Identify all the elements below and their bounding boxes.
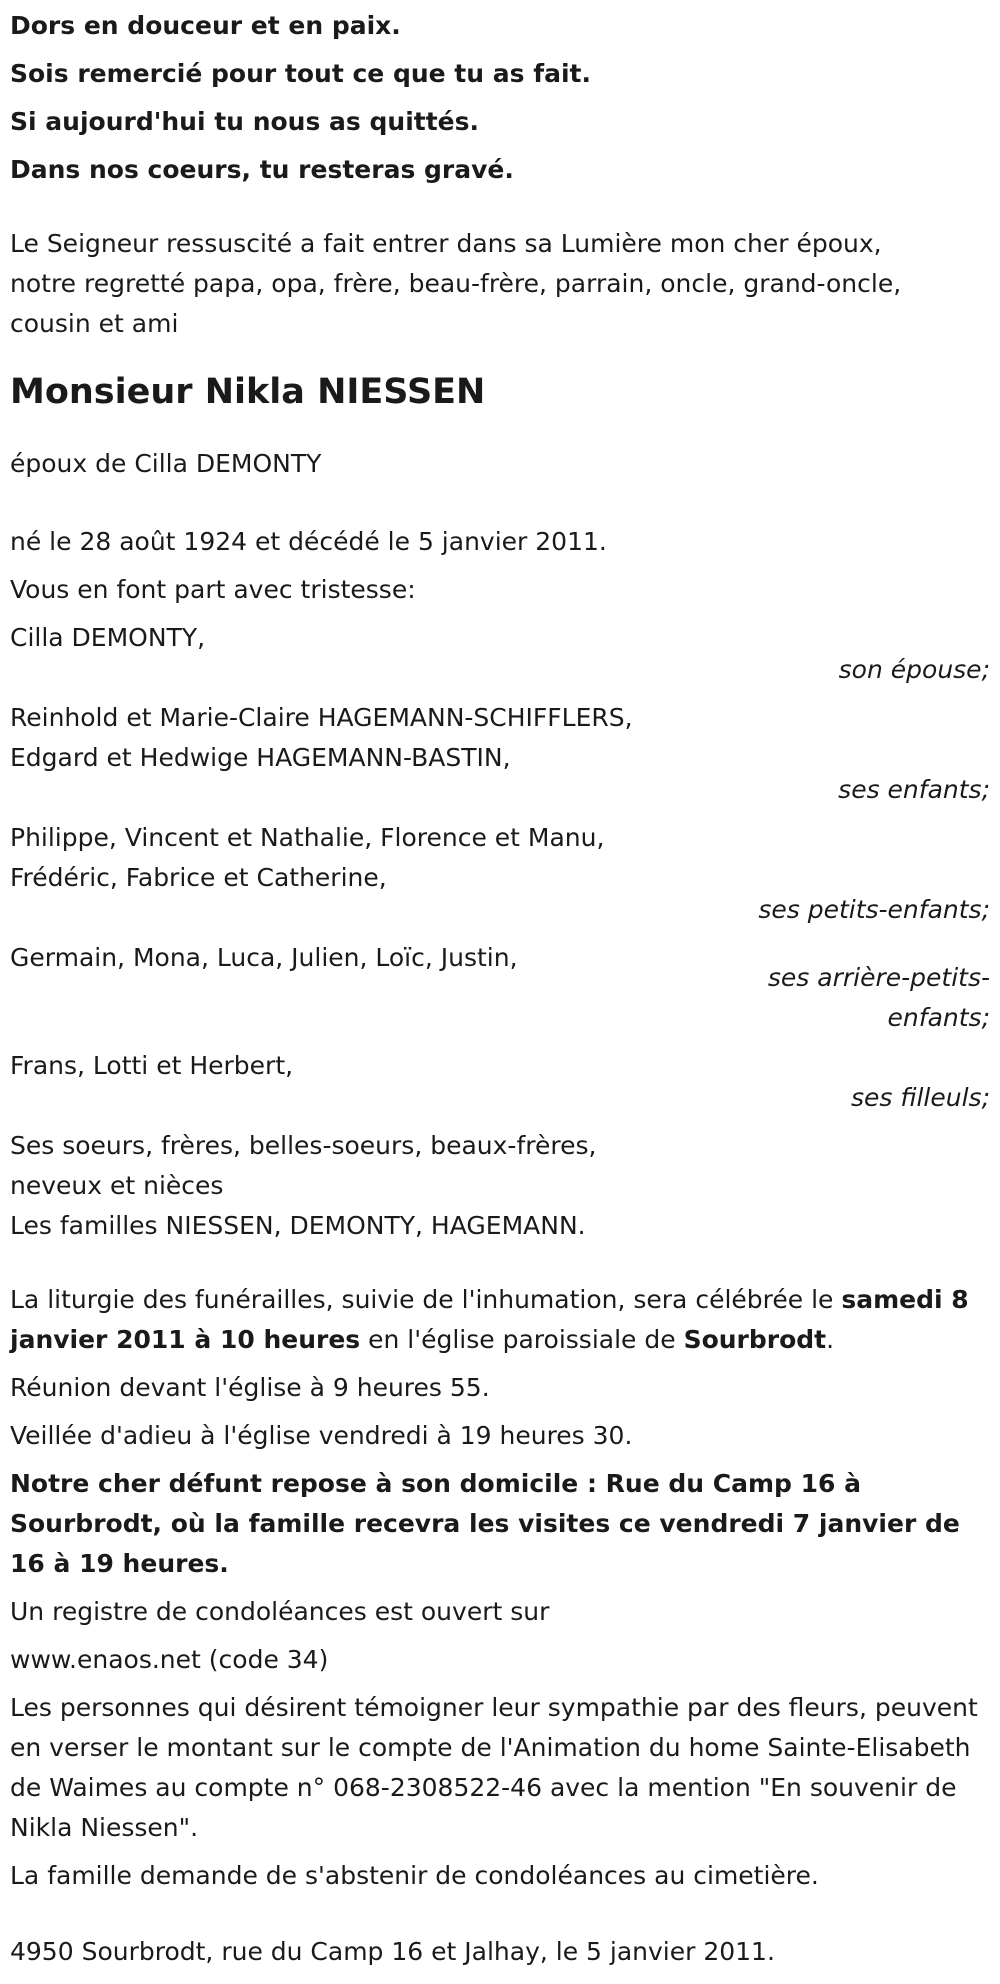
family-names: Cilla DEMONTY, bbox=[10, 623, 206, 652]
website-text: www.enaos.net (code 34) bbox=[10, 1645, 329, 1674]
liturgy-place: Sourbrodt bbox=[683, 1325, 827, 1354]
liturgy-date: samedi 8 janvier 2011 à 10 heures bbox=[10, 1285, 969, 1354]
family-names: Philippe, Vincent et Nathalie, Florence et Manu, bbox=[10, 823, 605, 852]
family-relation: ses enfants; bbox=[838, 775, 990, 804]
intro-text bbox=[10, 224, 980, 344]
family-names: Germain, Mona, Luca, Julien, Loïc, Justin, bbox=[10, 943, 518, 972]
family-relation: ses petits-enfants; bbox=[758, 895, 990, 924]
liturgy-text bbox=[10, 1280, 980, 1360]
registry-text: Un registre de condoléances est ouvert sur bbox=[10, 1597, 550, 1626]
family-group-spouse bbox=[10, 618, 990, 690]
poem-line: Sois remercié pour tout ce que tu as fait. bbox=[10, 59, 591, 88]
intro-line: notre regretté papa, opa, frère, beau-frère, parrain, oncle, grand-oncle, bbox=[10, 269, 902, 298]
reunion-text: Réunion devant l'église à 9 heures 55. bbox=[10, 1373, 490, 1402]
family-relation: son épouse; bbox=[838, 655, 990, 684]
deceased-name: Monsieur Nikla NIESSEN bbox=[10, 372, 486, 412]
poem-line: Dors en douceur et en paix. bbox=[10, 11, 401, 40]
spouse-of: époux de Cilla DEMONTY bbox=[10, 449, 322, 478]
family-names: Reinhold et Marie-Claire HAGEMANN-SCHIFFLERS, bbox=[10, 703, 633, 732]
intro-line: cousin et ami bbox=[10, 309, 179, 338]
family-group-godchildren bbox=[10, 1046, 990, 1118]
family-names: Frans, Lotti et Herbert, bbox=[10, 1051, 294, 1080]
cemetery-text: La famille demande de s'abstenir de condoléances au cimetière. bbox=[10, 1861, 819, 1890]
poem-line: Si aujourd'hui tu nous as quittés. bbox=[10, 107, 479, 136]
others-line: Les familles NIESSEN, DEMONTY, HAGEMANN. bbox=[10, 1211, 586, 1240]
liturgy-part: La liturgie des funérailles, suivie de l'inhumation, sera célébrée le bbox=[10, 1285, 842, 1314]
intro-line: Le Seigneur ressuscité a fait entrer dans sa Lumière mon cher époux, bbox=[10, 229, 882, 258]
family-relation: enfants; bbox=[887, 1003, 990, 1032]
footer-address: 4950 Sourbrodt, rue du Camp 16 et Jalhay, le 5 janvier 2011. bbox=[10, 1937, 775, 1966]
flowers-text: Les personnes qui désirent témoigner leur sympathie par des fleurs, peuvent en verser le montant sur le compte de l'Animation du home Sainte-Elisabeth de Waimes au compte n° 068-2308522-46 avec la mention "En souvenir de Nikla Niessen". bbox=[10, 1693, 978, 1842]
family-group-children bbox=[10, 698, 990, 810]
family-names: Frédéric, Fabrice et Catherine, bbox=[10, 863, 387, 892]
other-relatives bbox=[10, 1126, 980, 1246]
liturgy-part: . bbox=[826, 1325, 835, 1354]
family-group-grandchildren bbox=[10, 818, 990, 930]
others-line: Ses soeurs, frères, belles-soeurs, beaux-frères, bbox=[10, 1131, 597, 1160]
poem bbox=[10, 6, 980, 198]
birth-death-dates: né le 28 août 1924 et décédé le 5 janvier 2011. bbox=[10, 527, 607, 556]
liturgy-part: en l'église paroissiale de bbox=[360, 1325, 684, 1354]
obituary-page bbox=[0, 6, 990, 1972]
poem-line: Dans nos coeurs, tu resteras gravé. bbox=[10, 155, 514, 184]
announcement: Vous en font part avec tristesse: bbox=[10, 575, 416, 604]
family-group-great-grandchildren bbox=[10, 938, 990, 1038]
family-relation: ses arrière-petits- bbox=[767, 963, 990, 992]
others-line: neveux et nièces bbox=[10, 1171, 224, 1200]
vigil-text: Veillée d'adieu à l'église vendredi à 19 heures 30. bbox=[10, 1421, 633, 1450]
repose-text: Notre cher défunt repose à son domicile : Rue du Camp 16 à Sourbrodt, où la famille recevra les visites ce vendredi 7 janvier de 16 à 19 heures. bbox=[10, 1469, 960, 1578]
family-relation: ses filleuls; bbox=[850, 1083, 990, 1112]
family-names: Edgard et Hedwige HAGEMANN-BASTIN, bbox=[10, 743, 511, 772]
